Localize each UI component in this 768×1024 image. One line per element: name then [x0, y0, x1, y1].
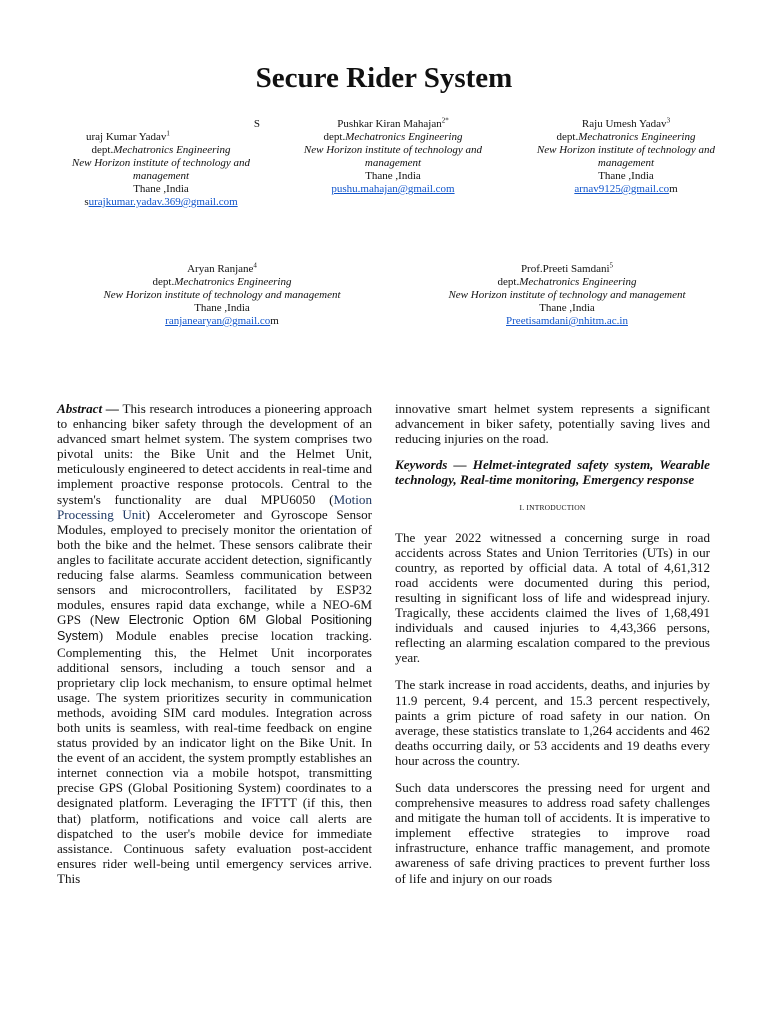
section-heading: I. INTRODUCTION	[519, 503, 586, 513]
author-name: Prof.Preeti Samdani$^5$	[520, 261, 614, 275]
author-block-4: Aryan Ranjane$^4$ dept.Mechatronics Engineering New Horizon institute of technology and management Thane ,India ranjanearyan@gmail.com	[70, 263, 374, 328]
left-column	[57, 401, 372, 886]
abstract-paragraph: Abstract — This research introduces a pioneering approach to enhancing biker safety through the development of an advanced smart helmet system. The system comprises two pivotal units: the Bike Unit and the Helmet Unit, meticulously engineered to detect accidents in real-time and implement proactive response protocols. Central to the system's functionality are dual MPU6050 (Motion Processing Unit) Accelerometer and Gyroscope Sensor Modules, employed to precisely monitor the orientation of both the bike and the helmet. These sensors calibrate their angles to facilitate accurate accident detection, significantly reducing false alarms. Seamless communication between sensors and microcontrollers, facilitated by ESP32 modules, ensures rapid data exchange, while a NEO-6M GPS (New Electronic Option 6M Global Positioning System) Module enables precise location tracking. Complementing this, the Helmet Unit incorporates additional sensors, including a touch sensor and a proprietary clip lock mechanism, to ensure optimal helmet usage. The system prioritizes security in communication methods, avoiding SIM card modules. Integration across both units is seamless, with real-time feedback on engine status provided by an indicator light on the Bike Unit. In the event of an accident, the system promptly establishes an internet connection via a mobile hotspot, transmitting precise GPS (Global Positioning System) coordinates to a designated platform. Leveraging the IFTTT (if this, then that) platform, notifications and voice call alerts are dispatched to the user's mobile device for immediate assistance. Continuous safety evaluation post-accident ensures rider well-being until emergency services arrive. This	[57, 401, 373, 886]
author-email-link[interactable]: ranjanearyan@gmail.co	[165, 315, 271, 327]
author-email-link[interactable]: urajkumar.yadav.369@gmail.com	[88, 196, 238, 208]
author-city: Thane ,India	[365, 170, 421, 182]
author-institute: New Horizon institute of technology and management	[303, 144, 483, 169]
author-dept: dept.Mechatronics Engineering	[556, 131, 696, 143]
author-name: Aryan Ranjane$^4$	[187, 261, 257, 275]
intro-paragraph-3: Such data underscores the pressing need for urgent and comprehensive measures to address road safety challenges and mitigate the human toll of accidents. It is imperative to implement effective strategies to improve road infrastructure, enhance traffic management, and promote awareness of safe driving practices to prevent further loss of life and injury on our roads	[395, 779, 710, 886]
author-institute: New Horizon institute of technology and management	[536, 144, 716, 169]
author-name: uraj Kumar Yadav$^1$	[86, 129, 170, 143]
author-dept: dept.Mechatronics Engineering	[323, 131, 463, 143]
abstract-continuation: innovative smart helmet system represents a significant advancement in biker safety, potentially saving lives and reducing injuries on the road.	[395, 401, 710, 447]
author-dept: dept.Mechatronics Engineering	[152, 276, 292, 288]
intro-paragraph-2: The stark increase in road accidents, deaths, and injuries by 11.9 percent, 9.4 percent, and 15.3 percent respectively, paints a grim picture of road safety in our nation. On average, these statistics translate to 1,264 accidents and 462 deaths occurring daily, or 53 accidents and 19 deaths every hour across the country.	[395, 677, 710, 768]
author-block-2	[288, 118, 498, 196]
author-dept: dept.Mechatronics Engineering	[91, 144, 231, 156]
author-dept: dept.Mechatronics Engineering	[497, 276, 637, 288]
author-name: Pushkar Kiran Mahajan$^{2*}$	[337, 116, 449, 130]
paper-title: Secure Rider System	[255, 62, 513, 94]
author-email-link[interactable]: Preetisamdani@nhitm.ac.in	[506, 315, 628, 327]
right-column	[395, 401, 710, 886]
author-block-1	[56, 118, 266, 209]
author-institute: New Horizon institute of technology and management	[448, 289, 686, 301]
intro-paragraph-1: The year 2022 witnessed a concerning surge in road accidents across States and Union Territories (UTs) in our country, as reported by official data. A total of 4,61,312 road accidents were documented during this period, resulting in significant loss of life and widespread injury. Tragically, these accidents claimed the lives of 1,68,491 individuals and caused injuries to 4,43,366 persons, reflecting an alarming escalation compared to the previous year.	[395, 529, 710, 666]
author-city: Thane ,India	[133, 183, 189, 195]
author-email-link[interactable]: pushu.mahajan@gmail.com	[331, 183, 455, 195]
author-email-link[interactable]: arnav9125@gmail.co	[574, 183, 670, 195]
author-city: Thane ,India	[539, 302, 595, 314]
author-email-line: surajkumar.yadav.369@gmail.com	[84, 196, 238, 208]
keywords-paragraph: Keywords — Helmet-integrated safety system, Wearable technology, Real-time monitoring, Emergency response	[395, 457, 710, 488]
author-name: Raju Umesh Yadav$^3$	[581, 116, 671, 130]
author-city: Thane ,India	[194, 302, 250, 314]
abstract-label: Abstract	[57, 401, 103, 416]
author-block-3: Raju Umesh Yadav$^3$ dept.Mechatronics Engineering New Horizon institute of technology and management Thane ,India arnav9125@gmail.com	[521, 118, 731, 196]
author-institute: New Horizon institute of technology and management	[103, 289, 341, 301]
author-name-initial: S	[253, 118, 260, 130]
keywords-label: Keywords —	[395, 457, 473, 473]
author-city: Thane ,India	[598, 170, 654, 182]
author-institute: New Horizon institute of technology and management	[71, 157, 251, 182]
author-block-5	[415, 263, 719, 328]
